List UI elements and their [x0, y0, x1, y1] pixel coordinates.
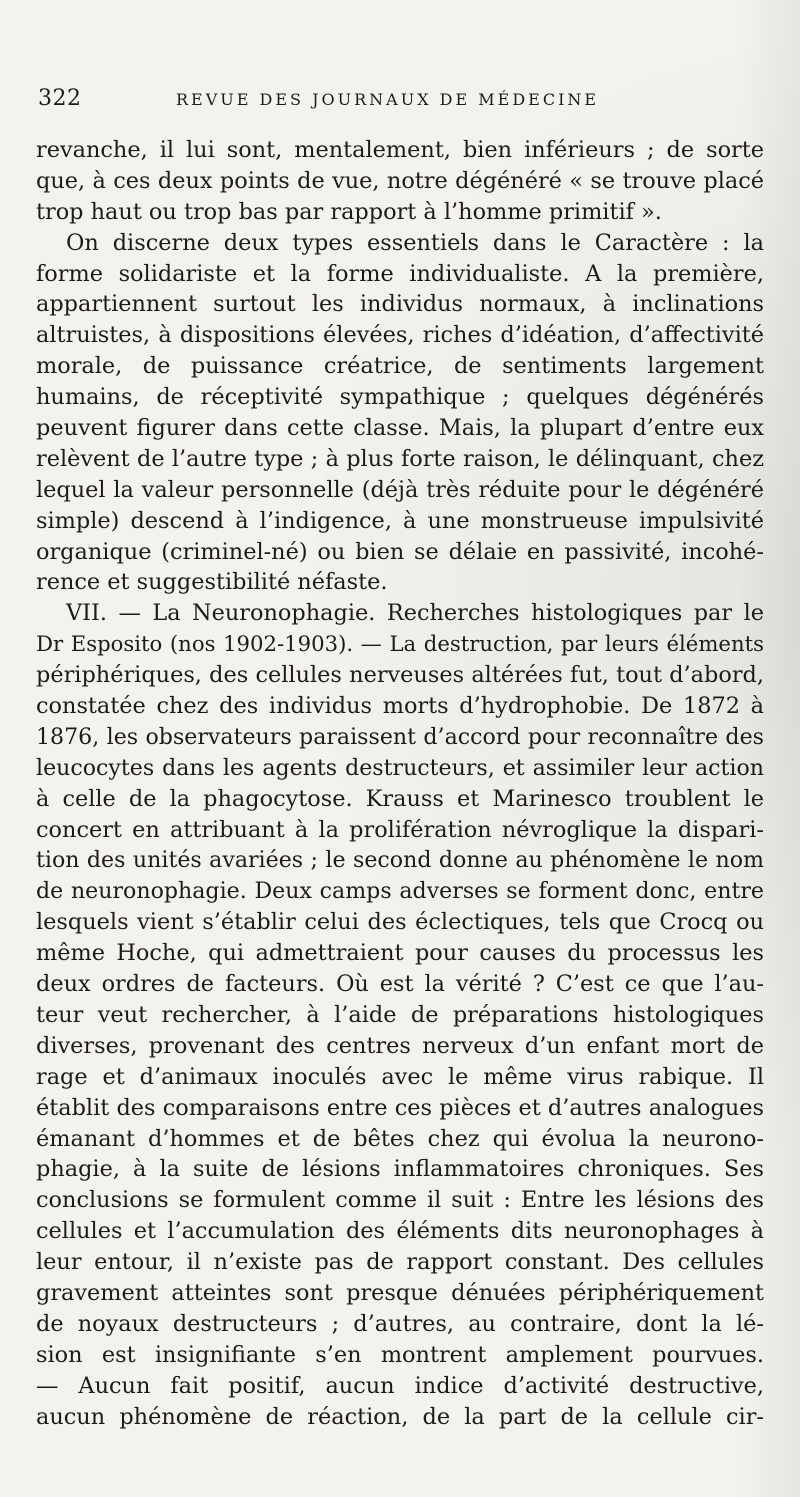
page-header: [38, 86, 763, 116]
text-line: trop haut ou trop bas par rapport à l’homme primitif ».: [36, 198, 662, 225]
text-line: deux ordres de facteurs. Où est la vérité ? C’est ce que l’au-: [36, 971, 764, 998]
text-line: établit des comparaisons entre ces pièces et d’autres analogues: [36, 1094, 764, 1121]
text-line: Dr Esposito (nos 1902-1903). — La destruction, par leurs éléments: [36, 631, 764, 657]
text-line: même Hoche, qui admettraient pour causes du processus les: [36, 940, 764, 967]
text-line: concert en attribuant à la prolifération névroglique la dispari-: [36, 816, 764, 843]
text-line: de noyaux destructeurs ; d’autres, au contraire, dont la lé-: [36, 1310, 764, 1337]
text-line: rage et d’animaux inoculés avec le même virus rabique. Il: [36, 1063, 764, 1090]
text-line: teur veut rechercher, à l’aide de préparations histologiques: [36, 1001, 764, 1028]
text-line: périphériques, des cellules nerveuses altérées fut, tout d’abord,: [36, 662, 764, 689]
text-line: appartiennent surtout les individus normaux, à inclinations: [36, 291, 764, 318]
text-line: cellules et l’accumulation des éléments dits neuronophages à: [36, 1218, 764, 1245]
text-line: tion des unités avariées ; le second donne au phénomène le nom: [36, 847, 764, 874]
text-line: sion est insignifiante s’en montrent amplement pourvues.: [36, 1341, 764, 1368]
text-line: que, à ces deux points de vue, notre dégénéré « se trouve placé: [36, 167, 764, 194]
text-line: — Aucun fait positif, aucun indice d’activité destructive,: [36, 1372, 764, 1399]
running-title: REVUE DES JOURNAUX DE MÉDECINE: [176, 90, 600, 109]
text-line: rence et suggestibilité néfaste.: [36, 569, 388, 596]
page-number: 322: [38, 86, 82, 111]
text-line: On discerne deux types essentiels dans le Caractère : la: [66, 229, 764, 256]
text-line: 1876, les observateurs paraissent d’accord pour reconnaître des: [36, 723, 764, 750]
text-line: de neuronophagie. Deux camps adverses se forment donc, entre: [36, 878, 764, 905]
text-line: organique (criminel-né) ou bien se délaie en passivité, incohé-: [36, 538, 764, 565]
text-line: forme solidariste et la forme individualiste. A la première,: [36, 260, 764, 287]
text-line: peuvent figurer dans cette classe. Mais, la plupart d’entre eux: [36, 415, 764, 442]
text-line: leur entour, il n’existe pas de rapport constant. Des cellules: [36, 1249, 764, 1276]
text-line: phagie, à la suite de lésions inflammatoires chroniques. Ses: [36, 1156, 764, 1183]
text-line: humains, de réceptivité sympathique ; quelques dégénérés: [36, 384, 764, 411]
text-line: leucocytes dans les agents destructeurs, et assimiler leur action: [36, 754, 764, 781]
text-line: lequel la valeur personnelle (déjà très réduite pour le dégénéré: [36, 476, 764, 503]
text-line: émanant d’hommes et de bêtes chez qui évolua la neurono-: [36, 1125, 764, 1152]
text-line: conclusions se formulent comme il suit : Entre les lésions des: [36, 1187, 764, 1214]
text-line: diverses, provenant des centres nerveux d’un enfant mort de: [36, 1032, 764, 1059]
text-line: aucun phénomène de réaction, de la part de la cellule cir-: [36, 1403, 764, 1430]
text-line: revanche, il lui sont, mentalement, bien inférieurs ; de sorte: [36, 137, 764, 163]
body-text: [36, 135, 764, 1432]
text-line: altruistes, à dispositions élevées, riches d’idéation, d’affectivité: [36, 322, 764, 349]
text-line: VII. — La Neuronophagie. Recherches histologiques par le: [66, 600, 764, 627]
text-line: constatée chez des individus morts d’hydrophobie. De 1872 à: [36, 693, 764, 720]
text-line: à celle de la phagocytose. Krauss et Marinesco troublent le: [36, 785, 764, 812]
text-line: relèvent de l’autre type ; à plus forte raison, le délinquant, chez: [36, 445, 764, 472]
text-line: lesquels vient s’établir celui des éclectiques, tels que Crocq ou: [36, 909, 764, 936]
text-line: morale, de puissance créatrice, de sentiments largement: [36, 353, 764, 380]
text-line: gravement atteintes sont presque dénuées périphériquement: [36, 1279, 764, 1306]
text-line: simple) descend à l’indigence, à une monstrueuse impulsivité: [36, 507, 764, 534]
